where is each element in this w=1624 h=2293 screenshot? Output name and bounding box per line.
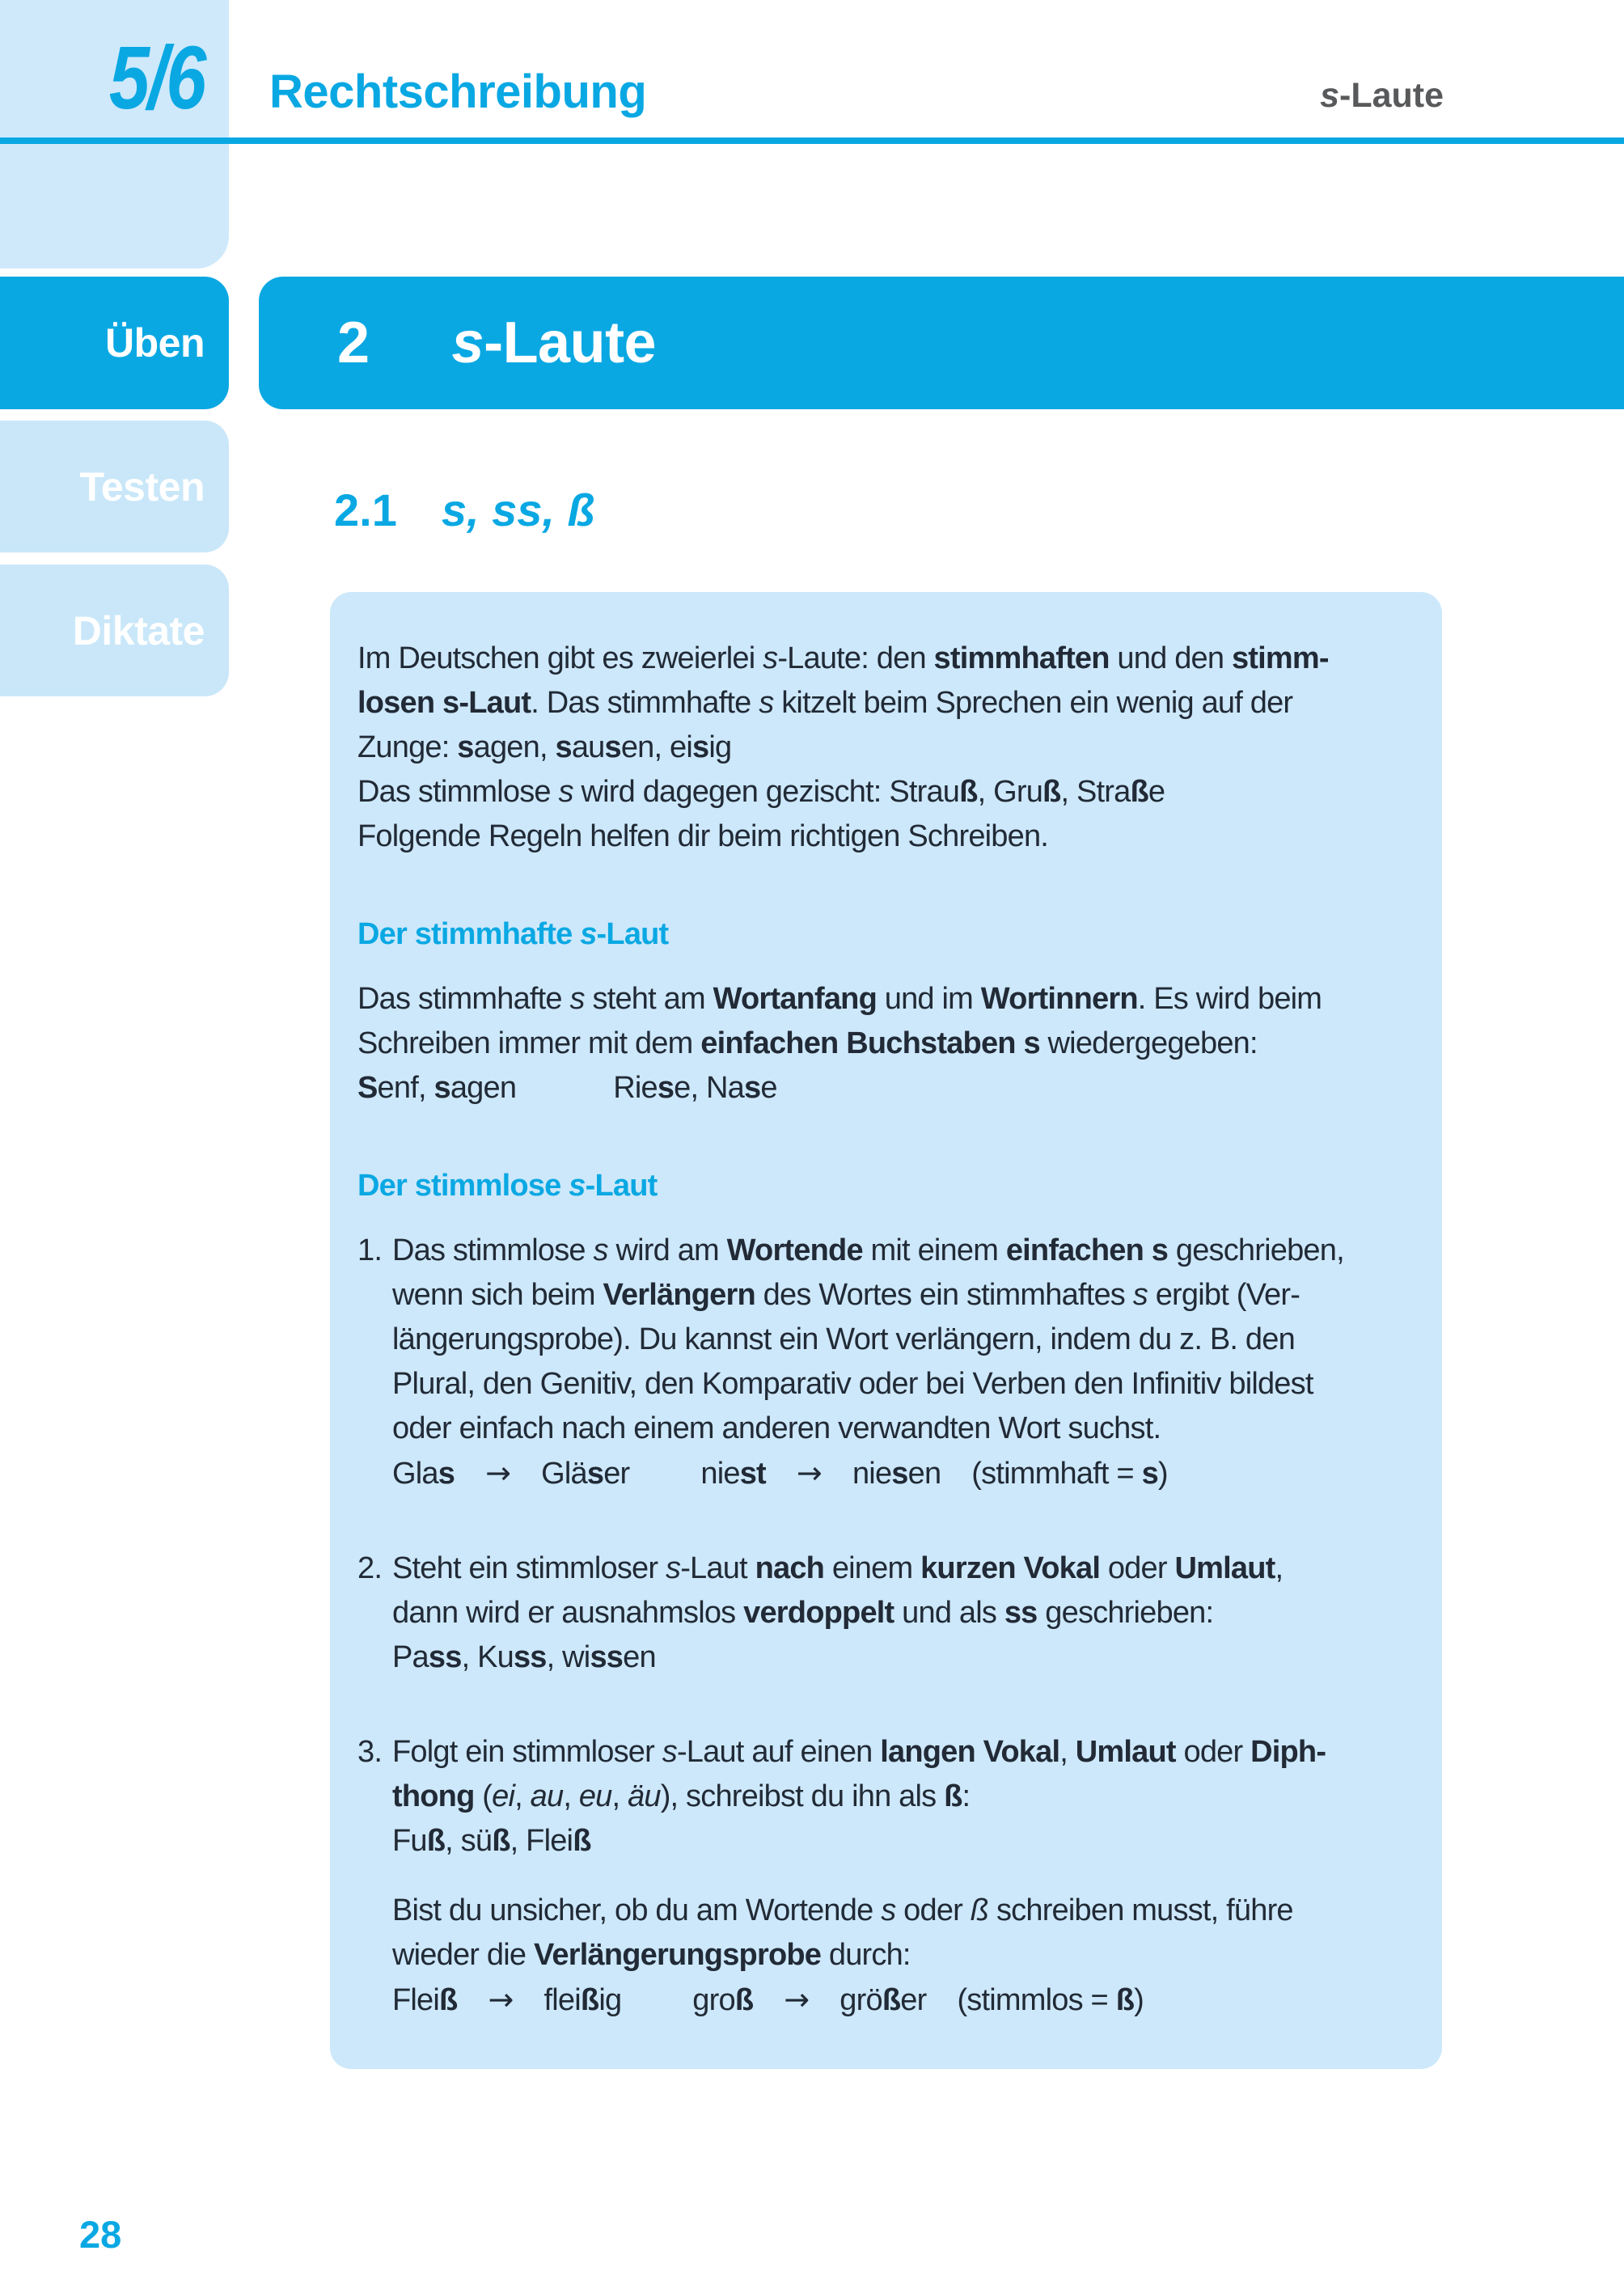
text-line (357, 770, 1411, 814)
text-segment: Gla (392, 1457, 438, 1491)
text-line (392, 1273, 1411, 1318)
text-segment: -Laut (585, 1169, 658, 1203)
text-segment: und als (894, 1596, 1004, 1630)
text-segment: , (514, 1779, 531, 1813)
paragraph (357, 977, 1411, 1111)
text-line (357, 977, 1411, 1022)
text-segment: enf, (377, 1071, 434, 1105)
section-number: 2.1 (334, 484, 397, 535)
text-segment: ) (1157, 1457, 1168, 1491)
text-segment: Glä (541, 1457, 587, 1491)
text-segment: s, ss, ß (441, 484, 595, 535)
text-segment: kurzen Vokal (920, 1551, 1101, 1585)
text-segment: -Laut auf einen (676, 1735, 881, 1769)
text-segment: oder (1175, 1735, 1251, 1769)
info-subheading (357, 912, 1411, 957)
text-segment: kitzelt beim Sprechen ein wenig auf der (773, 686, 1293, 720)
paragraph (357, 637, 1411, 859)
text-segment: s (593, 1233, 608, 1267)
text-line (357, 1066, 1411, 1111)
text-segment: ) (1134, 1983, 1144, 2017)
info-box-content (357, 637, 1411, 2023)
text-segment: , (563, 1779, 579, 1813)
text-segment: verdoppelt (743, 1596, 894, 1630)
text-segment: s (586, 1457, 604, 1491)
text-segment: Der stimmhafte (357, 917, 581, 951)
text-line (392, 1635, 1411, 1680)
text-segment: st (739, 1457, 766, 1491)
text-segment: stimmhaften (933, 641, 1110, 675)
text-segment: agen (450, 1071, 517, 1105)
text-segment: oder einfach nach einem anderen verwandten Wort suchst. (392, 1411, 1161, 1445)
text-segment: -Laut (596, 917, 669, 951)
text-segment: s (433, 1071, 450, 1105)
text-segment: einem (824, 1551, 921, 1585)
text-segment: ß (492, 1824, 510, 1858)
text-segment: , wi (546, 1640, 590, 1674)
text-segment: Verlängern (603, 1278, 755, 1312)
text-segment: nach (755, 1551, 825, 1585)
text-segment: ss (513, 1640, 547, 1674)
text-segment: Das stimmhafte (357, 982, 570, 1016)
text-segment: s (763, 641, 778, 675)
text-segment: Folgende Regeln helfen dir beim richtigen Schreiben. (357, 819, 1049, 853)
grade-level-label: 5/6 (108, 28, 205, 128)
text-segment: Umlaut (1075, 1735, 1176, 1769)
text-segment: schreiben musst, führe (988, 1893, 1293, 1927)
text-line (392, 1407, 1411, 1451)
text-segment: ß (1130, 775, 1148, 809)
text-segment: en, ei (620, 730, 692, 764)
text-segment: e (760, 1071, 777, 1105)
text-segment: ß (573, 1824, 591, 1858)
sidebar-tab-label: Üben (105, 320, 205, 366)
text-segment: Wortinnern (980, 982, 1138, 1016)
text-segment: Der stimmlose (357, 1169, 569, 1203)
text-line (392, 1730, 1411, 1775)
text-segment: Pa (392, 1640, 429, 1674)
text-segment: durch: (821, 1938, 911, 1972)
arrow-glyph: → (488, 1982, 514, 2017)
text-segment: Diph- (1250, 1735, 1326, 1769)
sidebar-tab-label: Testen (79, 463, 205, 510)
text-segment: : (962, 1779, 971, 1813)
text-segment: ß (1042, 775, 1061, 809)
text-segment: er (900, 1983, 927, 2017)
text-segment: äu (628, 1779, 661, 1813)
info-subheading (357, 1164, 1411, 1208)
page-title: Rechtschreibung (269, 66, 647, 118)
text-line (392, 1546, 1411, 1591)
text-segment: einfachen Buchstaben s (700, 1026, 1040, 1060)
text-segment: dann wird er ausnahmslos (392, 1596, 744, 1630)
text-segment: e (1148, 775, 1165, 809)
text-segment: ß (1115, 1983, 1135, 2017)
text-segment: geschrieben, (1168, 1233, 1344, 1267)
text-segment: Schreiben immer mit dem (357, 1026, 701, 1060)
text-segment: ei (492, 1779, 515, 1813)
text-segment: einfachen s (1005, 1233, 1169, 1267)
text-segment: Flei (392, 1983, 440, 2017)
text-segment: ß (882, 1983, 901, 2017)
text-segment: s (1132, 1278, 1148, 1312)
text-line (357, 726, 1411, 770)
text-segment: s (657, 1071, 675, 1105)
chapter-heading-bar (259, 277, 1624, 409)
text-segment: ig (598, 1983, 622, 2017)
text-segment: ig (708, 730, 732, 764)
text-segment: geschrieben: (1037, 1596, 1214, 1630)
numbered-rule-item (357, 1730, 1411, 1864)
text-line (357, 637, 1411, 681)
text-segment: ( (474, 1779, 493, 1813)
text-segment: Das stimmlose (357, 775, 559, 809)
text-line (392, 1819, 1411, 1864)
text-segment: Plural, den Genitiv, den Komparativ oder bei Verben den Infinitiv bildest (392, 1367, 1313, 1401)
text-segment: S (357, 1071, 378, 1105)
text-segment: (stimmhaft = (971, 1457, 1142, 1491)
text-segment: -Laut (680, 1551, 755, 1585)
text-segment: wiedergegeben: (1039, 1026, 1258, 1060)
text-line (392, 1591, 1411, 1635)
text-segment: flei (543, 1983, 581, 2017)
text-segment: Zunge: (357, 730, 458, 764)
text-segment: nie (852, 1457, 892, 1491)
list-number: 2. (357, 1551, 383, 1585)
text-segment: s (457, 730, 474, 764)
text-segment: stimm- (1231, 641, 1329, 675)
text-line (392, 1775, 1411, 1819)
text-segment: Bist du unsicher, ob du am Wortende (392, 1893, 882, 1927)
text-segment: des Wortes ein stimmhaftes (755, 1278, 1133, 1312)
text-segment: s (881, 1893, 896, 1927)
text-line (392, 1889, 1411, 1933)
text-segment: (stimmlos = (957, 1983, 1116, 2017)
text-line (357, 912, 1411, 957)
text-segment: und im (877, 982, 981, 1016)
text-segment: wenn sich beim (392, 1278, 603, 1312)
numbered-rule-item (357, 1546, 1411, 1680)
text-segment: s (692, 730, 709, 764)
text-segment: -Laute: den (777, 641, 934, 675)
sidebar-tab-testen[interactable] (0, 421, 229, 552)
list-number: 1. (357, 1233, 383, 1267)
text-segment: ss (1004, 1596, 1038, 1630)
text-segment: eu (578, 1779, 612, 1813)
text-segment: ergibt (Ver- (1147, 1278, 1300, 1312)
header-divider (0, 137, 1624, 144)
text-segment: längerungsprobe). Du kannst ein Wort verlängern, indem du z. B. den (392, 1322, 1295, 1356)
text-segment: . Es wird beim (1137, 982, 1322, 1016)
text-segment: e, Na (674, 1071, 744, 1105)
text-segment: s (604, 730, 621, 764)
text-segment: s (891, 1457, 908, 1491)
text-segment: ss (590, 1640, 624, 1674)
text-segment: langen Vokal (880, 1735, 1060, 1769)
numbered-rule-item (357, 1229, 1411, 1496)
text-segment: ß (580, 1983, 599, 2017)
text-segment: au (530, 1779, 564, 1813)
text-segment: ß (944, 1779, 962, 1813)
text-segment: gro (692, 1983, 735, 2017)
text-segment: s (569, 1169, 586, 1203)
info-box (330, 592, 1442, 2069)
chapter-title (452, 310, 657, 376)
text-line (392, 1933, 1411, 1978)
text-segment: ß (439, 1983, 458, 2017)
text-segment: wieder die (392, 1938, 534, 1972)
text-segment: Verlängerungsprobe (533, 1938, 822, 1972)
text-segment: s (743, 1071, 761, 1105)
text-segment: thong (392, 1779, 475, 1813)
text-segment: ß (734, 1983, 754, 2017)
text-segment: er (603, 1457, 630, 1491)
running-head-topic (1320, 76, 1444, 116)
text-line (357, 1164, 1411, 1208)
text-segment: s (666, 1551, 681, 1585)
text-segment: , Stra (1060, 775, 1131, 809)
text-line (392, 1362, 1411, 1407)
text-segment: Fu (392, 1824, 427, 1858)
text-segment: s (662, 1735, 677, 1769)
arrow-glyph: → (796, 1455, 822, 1491)
text-segment: Folgt ein stimmloser (392, 1735, 662, 1769)
text-segment: s (569, 982, 585, 1016)
text-segment: en (907, 1457, 941, 1491)
text-segment: s (759, 686, 774, 720)
text-segment: en (623, 1640, 656, 1674)
text-line (392, 1451, 1411, 1496)
text-segment: au (571, 730, 605, 764)
text-segment: agen, (473, 730, 556, 764)
text-line (392, 1229, 1411, 1273)
text-segment: s (580, 917, 597, 951)
arrow-glyph: → (485, 1455, 511, 1491)
text-segment: oder (895, 1893, 971, 1927)
text-segment: ), schreibst du ihn als (660, 1779, 945, 1813)
text-segment: mit einem (862, 1233, 1006, 1267)
text-segment: , Ku (461, 1640, 514, 1674)
chapter-number: 2 (337, 311, 370, 375)
text-segment: steht am (584, 982, 713, 1016)
arrow-glyph: → (784, 1982, 810, 2017)
text-segment: -Laute (1339, 76, 1444, 115)
sidebar-tab-diktate[interactable] (0, 565, 229, 696)
text-segment: ss (428, 1640, 462, 1674)
grade-level-box (0, 0, 229, 269)
sidebar-tab-ueben[interactable] (0, 277, 229, 409)
text-segment: , Flei (510, 1824, 573, 1858)
text-segment: Im Deutschen gibt es zweierlei (357, 641, 763, 675)
text-segment: s (555, 730, 572, 764)
text-segment: oder (1100, 1551, 1175, 1585)
text-segment: Wortende (726, 1233, 863, 1267)
text-line (357, 681, 1411, 726)
text-segment: Wortanfang (713, 982, 877, 1016)
text-segment: . Das stimmhafte (531, 686, 759, 720)
text-segment: , (1059, 1735, 1076, 1769)
text-segment: Rie (613, 1071, 658, 1105)
text-segment: s (1141, 1457, 1158, 1491)
text-segment: nie (700, 1457, 740, 1491)
text-segment: ß (970, 1893, 989, 1927)
section-title (442, 484, 595, 536)
text-segment: s (558, 775, 573, 809)
text-segment: s (1320, 76, 1339, 115)
text-segment: grö (839, 1983, 882, 2017)
text-segment: , sü (445, 1824, 493, 1858)
text-segment: s (438, 1457, 455, 1491)
list-number: 3. (357, 1735, 383, 1769)
text-segment: , Gru (977, 775, 1043, 809)
text-segment: Das stimmlose (392, 1233, 594, 1267)
text-segment: wird am (607, 1233, 727, 1267)
text-segment: wird dagegen gezischt: Strau (573, 775, 960, 809)
text-segment: losen s-Laut (357, 686, 531, 720)
text-segment: ß (959, 775, 978, 809)
text-segment: ß (426, 1824, 446, 1858)
text-segment: , (1275, 1551, 1284, 1585)
text-line (392, 1318, 1411, 1362)
text-segment: Umlaut (1174, 1551, 1275, 1585)
text-segment: -Laute (484, 311, 657, 375)
sidebar-tab-label: Diktate (72, 607, 205, 654)
text-segment: Steht ein stimmloser (392, 1551, 666, 1585)
page-number: 28 (79, 2213, 122, 2256)
section-heading (334, 484, 595, 536)
text-segment: und den (1109, 641, 1232, 675)
text-line (392, 1978, 1411, 2023)
text-segment: , (611, 1779, 628, 1813)
text-line (357, 1022, 1411, 1066)
text-line (357, 814, 1411, 859)
paragraph (357, 1889, 1411, 2023)
text-segment: s (451, 311, 484, 375)
